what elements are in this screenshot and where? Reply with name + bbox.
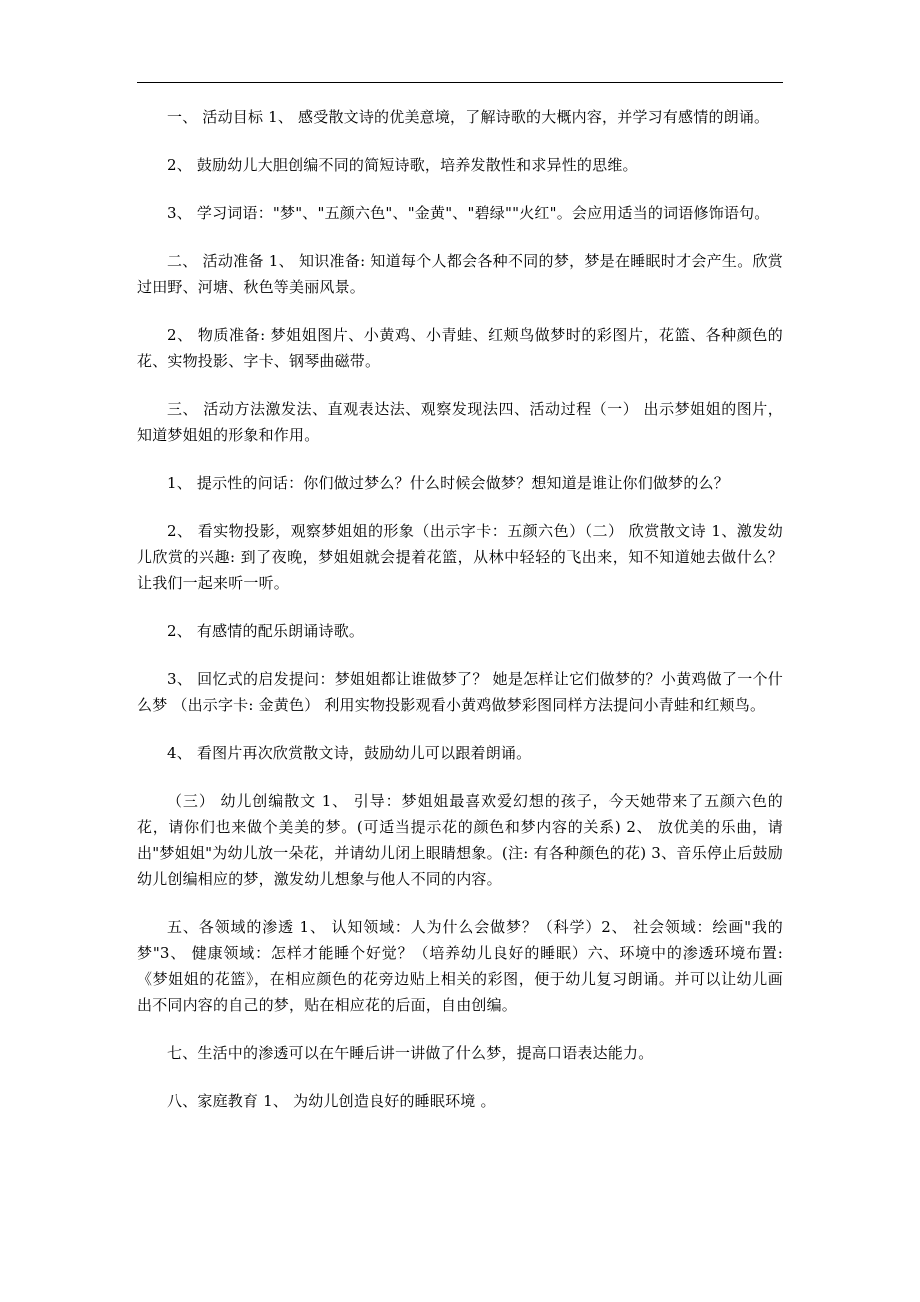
paragraph-goal-3: 3、 学习词语："梦"、"五颜六色"、"金黄"、"碧绿""火红"。会应用适当的词语修饰语句。 bbox=[167, 204, 770, 222]
paragraph-methods: 三、 活动方法激发法、直观表达法、观察发现法四、活动过程（一） 出示梦姐姐的图片，知道梦姐姐的形象和作用。 bbox=[137, 400, 783, 444]
paragraph-preparation: 二、 活动准备 1、 知识准备: 知道每个人都会各种不同的梦，梦是在睡眠时才会产生。欣赏过田野、河塘、秋色等美丽风景。 bbox=[137, 252, 783, 296]
header-rule bbox=[137, 82, 783, 83]
paragraph-goal-2: 2、 鼓励幼儿大胆创编不同的简短诗歌，培养发散性和求异性的思维。 bbox=[167, 156, 638, 174]
paragraph-materials: 2、 物质准备: 梦姐姐图片、小黄鸡、小青蛙、红颊鸟做梦时的彩图片，花篮、各种颜色的花、实物投影、字卡、钢琴曲磁带。 bbox=[137, 326, 783, 370]
paragraph-recall: 3、 回忆式的启发提问：梦姐姐都让谁做梦了？ 她是怎样让它们做梦的？小黄鸡做了一个什么梦 （出示字卡: 金黄色） 利用实物投影观看小黄鸡做梦彩图同样方法提问小青蛙和红颊鸟。 bbox=[137, 670, 783, 714]
paragraph-observe: 2、 看实物投影，观察梦姐姐的形象（出示字卡：五颜六色）（二） 欣赏散文诗 1、激发幼儿欣赏的兴趣: 到了夜晚，梦姐姐就会提着花篮，从林中轻轻的飞出来，知不知道她去做什么？让我们一起来听一听。 bbox=[137, 522, 783, 592]
paragraph-question: 1、 提示性的问话：你们做过梦么？什么时候会做梦？想知道是谁让你们做梦的么？ bbox=[167, 474, 729, 492]
paragraph-daily-life: 七、生活中的渗透可以在午睡后讲一讲做了什么梦，提高口语表达能力。 bbox=[167, 1044, 654, 1062]
document-body bbox=[137, 104, 783, 1136]
paragraph-domains: 五、各领域的渗透 1、 认知领域：人为什么会做梦？（科学）2、 社会领域：绘画"我的梦"3、 健康领域：怎样才能睡个好觉？（培养幼儿良好的睡眠）六、环境中的渗透环境布置:《梦姐姐的花篮》，在相应颜色的花旁边贴上相关的彩图，便于幼儿复习朗诵。并可以让幼儿画出不同内容的自己的梦，贴在相应花的后面，自由创编。 bbox=[137, 918, 783, 1014]
paragraph-review: 4、 看图片再次欣赏散文诗，鼓励幼儿可以跟着朗诵。 bbox=[167, 744, 532, 762]
paragraph-create: （三） 幼儿创编散文 1、 引导：梦姐姐最喜欢爱幻想的孩子，今天她带来了五颜六色的花，请你们也来做个美美的梦。(可适当提示花的颜色和梦内容的关系) 2、 放优美的乐曲，请出"梦姐姐"为幼儿放一朵花，并请幼儿闭上眼睛想象。(注: 有各种颜色的花) 3、音乐停止后鼓励幼儿创编相应的梦，激发幼儿想象与他人不同的内容。 bbox=[137, 792, 783, 888]
paragraph-goals: 一、 活动目标 1、 感受散文诗的优美意境，了解诗歌的大概内容，并学习有感情的朗诵。 bbox=[167, 108, 770, 126]
paragraph-family: 八、家庭教育 1、 为幼儿创造良好的睡眠环境 。 bbox=[167, 1092, 496, 1110]
paragraph-recite: 2、 有感情的配乐朗诵诗歌。 bbox=[167, 622, 365, 640]
